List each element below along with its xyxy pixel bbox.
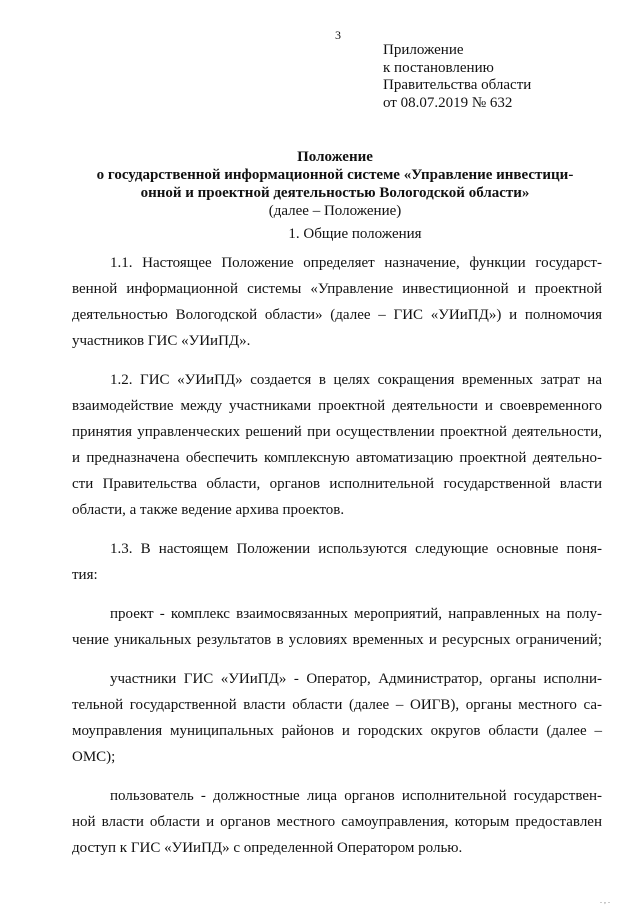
appendix-line: Приложение bbox=[383, 42, 464, 58]
text-line: пользователь - должностные лица органов исполнительной государствен- bbox=[110, 788, 602, 804]
text-line: принятия управленческих решений при осуществлении проектной деятельности, bbox=[72, 424, 602, 440]
appendix-line: от 08.07.2019 № 632 bbox=[383, 94, 513, 111]
document-body bbox=[72, 250, 602, 861]
page-number: 3 bbox=[335, 28, 341, 42]
appendix-line: Правительства области bbox=[383, 77, 532, 93]
text-line: деятельностью Вологодской области» (далее – ГИС «УИиПД») и полномочия bbox=[72, 307, 602, 323]
text-line: тия: bbox=[72, 567, 98, 583]
document-title bbox=[60, 148, 610, 220]
text-line: ОМС); bbox=[72, 749, 116, 765]
appendix-block bbox=[383, 42, 531, 112]
title-line-1: о государственной информационной системе «Управление инвестици- bbox=[96, 167, 574, 183]
section-heading: 1. Общие положения bbox=[288, 226, 422, 242]
text-line: участники ГИС «УИиПД» - Оператор, Администратор, органы исполни- bbox=[110, 671, 602, 687]
text-line: и предназначена обеспечить комплексную автоматизацию проектной деятельно- bbox=[72, 450, 602, 466]
text-line: области, а также ведение архива проектов. bbox=[72, 502, 345, 518]
title-line-2: онной и проектной деятельностью Вологодской области» bbox=[140, 185, 530, 201]
appendix-line: к постановлению bbox=[383, 59, 494, 76]
title-note: (далее – Положение) bbox=[268, 203, 402, 219]
corner-mark: . , . bbox=[600, 896, 610, 905]
text-line: тельной государственной власти области (далее – ОИГВ), органы местного са- bbox=[72, 697, 602, 713]
text-line: моуправления муниципальных районов и городских округов области (далее – bbox=[72, 723, 602, 739]
title-heading: Положение bbox=[297, 149, 373, 165]
text-line: взаимодействие между участниками проектной деятельности и своевременного bbox=[72, 398, 602, 414]
text-line: чение уникальных результатов в условиях временных и ресурсных ограничений; bbox=[72, 632, 602, 648]
text-line: участников ГИС «УИиПД». bbox=[72, 333, 251, 349]
text-line: венной информационной системы «Управление инвестиционной и проектной bbox=[72, 281, 602, 297]
text-line: сти Правительства области, органов исполнительной государственной власти bbox=[72, 476, 602, 492]
text-line: проект - комплекс взаимосвязанных мероприятий, направленных на полу- bbox=[110, 606, 602, 622]
text-line: 1.3. В настоящем Положении используются следующие основные поня- bbox=[110, 541, 602, 557]
text-line: 1.1. Настоящее Положение определяет назначение, функции государст- bbox=[110, 255, 602, 271]
text-line: ной власти области и органов местного самоуправления, которым предоставлен bbox=[72, 814, 602, 830]
text-line: доступ к ГИС «УИиПД» с определенной Оператором ролью. bbox=[72, 840, 463, 856]
text-line: 1.2. ГИС «УИиПД» создается в целях сокращения временных затрат на bbox=[110, 372, 602, 388]
